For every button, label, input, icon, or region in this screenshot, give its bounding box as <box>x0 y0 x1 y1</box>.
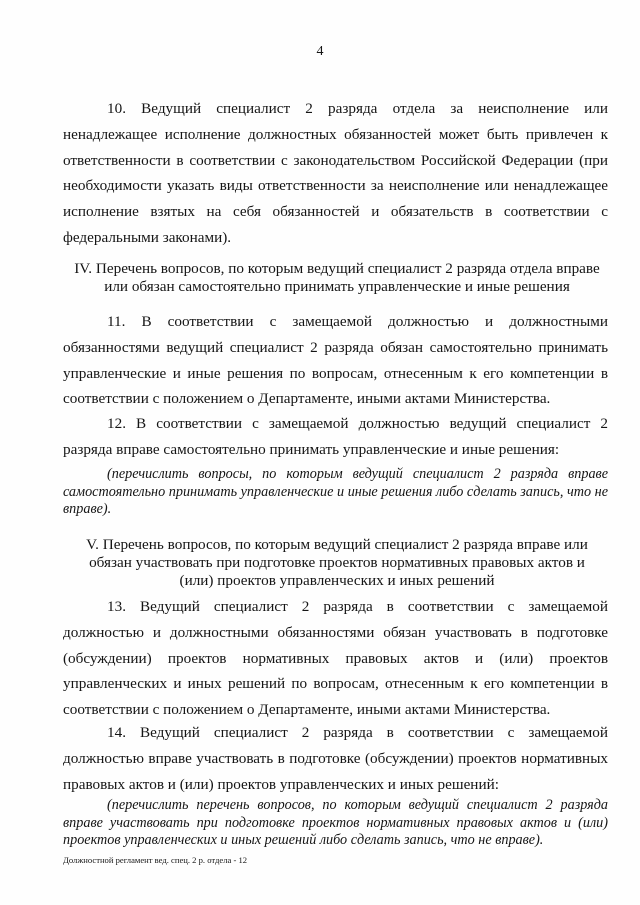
paragraph-14-note: (перечислить перечень вопросов, по которым ведущий специалист 2 разряда вправе участвовать при подготовке проектов нормативных правовых актов и (или) проектов управленческих и иных решений либо сделать запись, что не вправе). <box>63 797 608 848</box>
paragraph-10: 10. Ведущий специалист 2 разряда отдела за неисполнение или ненадлежащее исполнение должностных обязанностей может быть привлечен к ответственности в соответствии с законодательством Российской Федерации (при необходимости указать виды ответственности за неисполнение или ненадлежащее исполнение взятых на себя обязанностей и обязательств в соответствии с федеральными законами). <box>63 100 608 246</box>
paragraph-11: 11. В соответствии с замещаемой должностью и должностными обязанностями ведущий специалист 2 разряда обязан самостоятельно принимать управленческие и иные решения по вопросам, отнесенным к его компетенции в соответствии с положением о Департаменте, иными актами Министерства. <box>63 313 608 408</box>
page-number: 4 <box>316 44 324 59</box>
section-4-heading: IV. Перечень вопросов, по которым ведущий специалист 2 разряда отдела вправе или обязан самостоятельно принимать управленческие и иные решения <box>74 260 600 295</box>
paragraph-13: 13. Ведущий специалист 2 разряда в соответствии с замещаемой должностью и должностными обязанностями обязан участвовать в подготовке (обсуждении) проектов нормативных правовых актов и (или) проектов управленческих и иных решений по вопросам, отнесенным к его компетенции в соответствии с положением о Департаменте, иными актами Министерства. <box>63 598 608 719</box>
paragraph-12: 12. В соответствии с замещаемой должностью ведущий специалист 2 разряда вправе самостоятельно принимать управленческие и иные решения: <box>63 415 608 458</box>
paragraph-14: 14. Ведущий специалист 2 разряда в соответствии с замещаемой должностью вправе участвовать в подготовке (обсуждении) проектов нормативных правовых актов и (или) проектов управленческих и иных решений: <box>63 724 608 793</box>
section-5-heading: V. Перечень вопросов, по которым ведущий специалист 2 разряда вправе или обязан участвовать при подготовке проектов нормативных правовых актов и (или) проектов управленческих и иных решений <box>86 536 588 589</box>
paragraph-12-note: (перечислить вопросы, по которым ведущий специалист 2 разряда вправе самостоятельно принимать управленческие и иные решения либо сделать запись, что не вправе). <box>63 466 608 517</box>
footer-note: Должностной регламент вед. спец. 2 р. отдела - 12 <box>63 855 248 865</box>
